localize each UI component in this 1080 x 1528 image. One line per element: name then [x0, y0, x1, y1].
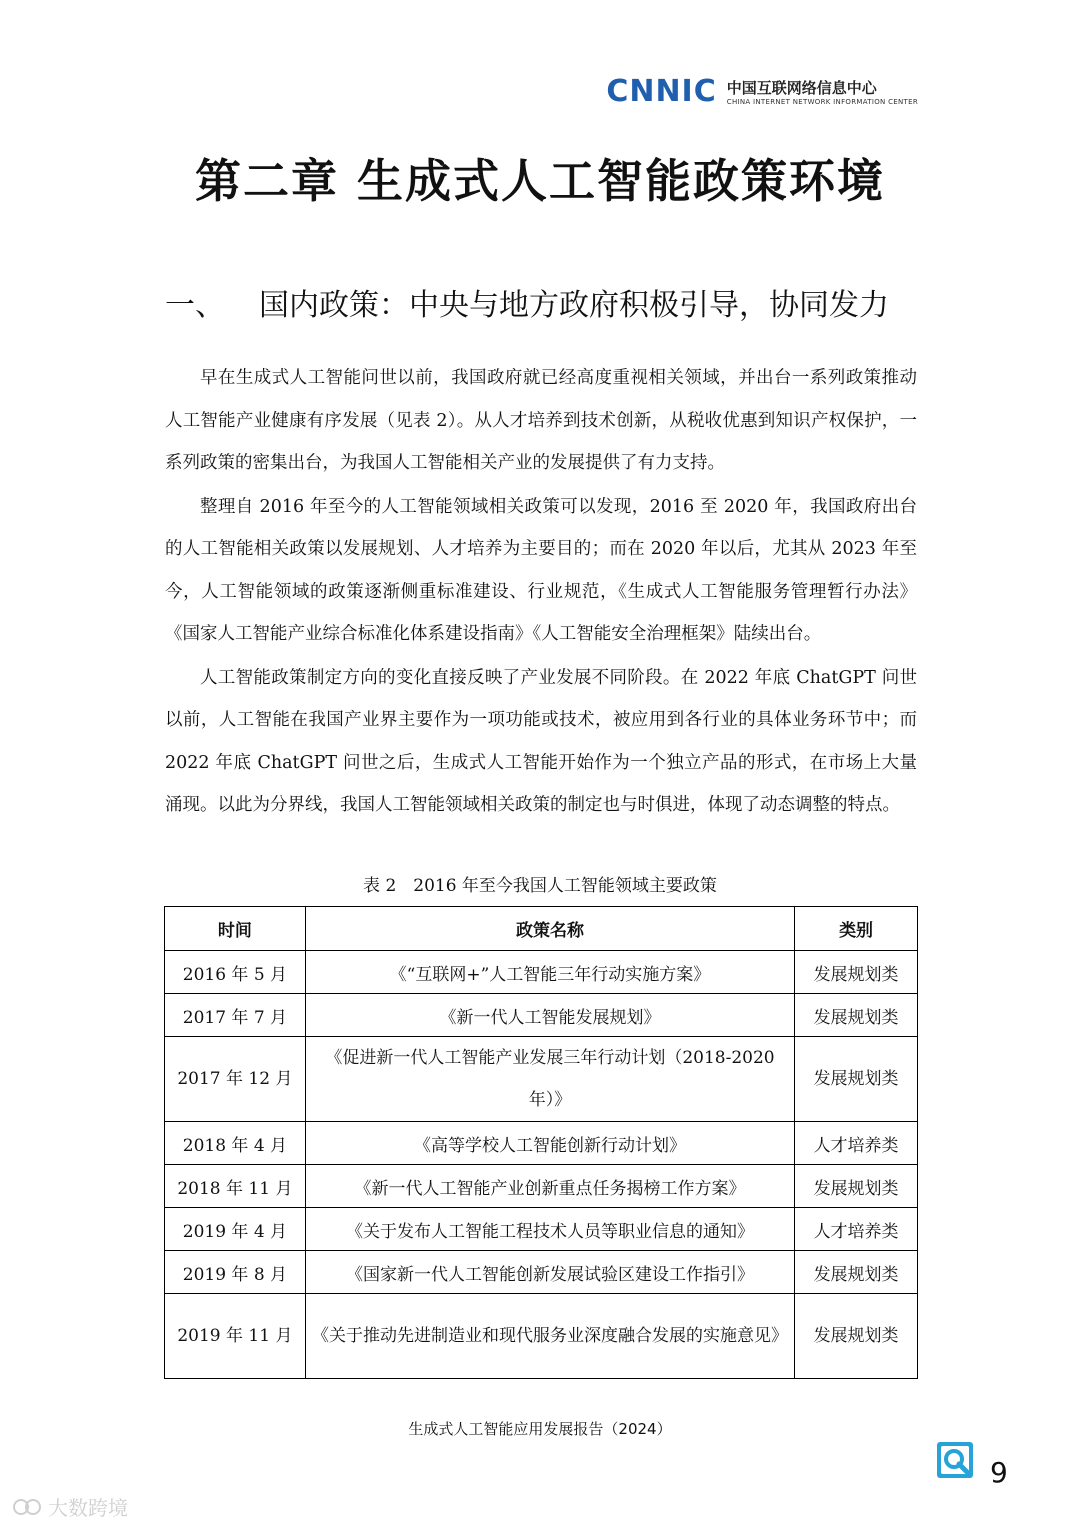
- cnnic-logo: [606, 74, 918, 109]
- section-heading: [165, 280, 889, 324]
- watermark-text: 大数跨境: [48, 1496, 128, 1520]
- table-header-row: [165, 907, 918, 951]
- cell-category: 发展规划类: [795, 1165, 918, 1208]
- cell-time: 2016 年 5 月: [165, 951, 306, 994]
- table-row: [165, 951, 918, 994]
- cell-category: 发展规划类: [795, 1037, 918, 1122]
- cell-time: 2017 年 7 月: [165, 994, 306, 1037]
- cell-policy-name: 《关于发布人工智能工程技术人员等职业信息的通知》: [305, 1208, 794, 1251]
- policy-table: [164, 906, 918, 1379]
- logo-english-name: CHINA INTERNET NETWORK INFORMATION CENTER: [726, 98, 918, 106]
- cell-policy-name: 《高等学校人工智能创新行动计划》: [305, 1122, 794, 1165]
- cell-policy-name: 《促进新一代人工智能产业发展三年行动计划（2018-2020 年）》: [305, 1037, 794, 1122]
- table-row: [165, 1037, 918, 1122]
- logo-chinese-name: 中国互联网络信息中心: [726, 79, 877, 97]
- footer-report-title: 生成式人工智能应用发展报告（2024）: [408, 1420, 672, 1438]
- body-text: [165, 357, 917, 828]
- table-row: [165, 994, 918, 1037]
- logo-mark: CNNIC: [606, 74, 717, 109]
- cell-policy-name: 《关于推动先进制造业和现代服务业深度融合发展的实施意见》: [305, 1294, 794, 1379]
- cell-policy-name: 《新一代人工智能产业创新重点任务揭榜工作方案》: [305, 1165, 794, 1208]
- cell-policy-name: 《国家新一代人工智能创新发展试验区建设工作指引》: [305, 1251, 794, 1294]
- section-number: 一、: [165, 288, 225, 323]
- table-row: [165, 1208, 918, 1251]
- page-number: 9: [990, 1456, 1008, 1489]
- cell-time: 2019 年 11 月: [165, 1294, 306, 1379]
- column-header-policy-name: 政策名称: [305, 907, 794, 951]
- column-header-time: 时间: [165, 907, 306, 951]
- cell-category: 发展规划类: [795, 994, 918, 1037]
- watermark: [12, 1492, 128, 1521]
- cell-time: 2019 年 4 月: [165, 1208, 306, 1251]
- table-row: [165, 1251, 918, 1294]
- paragraph: 人工智能政策制定方向的变化直接反映了产业发展不同阶段。在 2022 年底 ChatGPT 问世以前，人工智能在我国产业界主要作为一项功能或技术，被应用到各行业的具体业务环节中；而 2022 年底 ChatGPT 问世之后，生成式人工智能开始作为一个独立产品的形式，在市场上大量涌现。以此为分界线，我国人工智能领域相关政策的制定也与时俱进，体现了动态调整的特点。: [165, 667, 917, 815]
- paragraph: 整理自 2016 年至今的人工智能领域相关政策可以发现，2016 至 2020 年，我国政府出台的人工智能相关政策以发展规划、人才培养为主要目的；而在 2020 年以后，尤其从 2023 年至今，人工智能领域的政策逐渐侧重标准建设、行业规范，《生成式人工智能服务管理暂行办法》《国家人工智能产业综合标准化体系建设指南》《人工智能安全治理框架》陆续出台。: [165, 496, 917, 644]
- report-magnifier-icon: [935, 1440, 975, 1480]
- table-row: [165, 1165, 918, 1208]
- cell-category: 发展规划类: [795, 1294, 918, 1379]
- cell-time: 2019 年 8 月: [165, 1251, 306, 1294]
- table-row: [165, 1122, 918, 1165]
- section-title: 国内政策：中央与地方政府积极引导，协同发力: [259, 288, 889, 323]
- cell-time: 2017 年 12 月: [165, 1037, 306, 1122]
- cell-category: 发展规划类: [795, 951, 918, 994]
- cell-category: 人才培养类: [795, 1208, 918, 1251]
- chapter-title: 第二章 生成式人工智能政策环境: [194, 154, 885, 208]
- table-caption: 表 2 2016 年至今我国人工智能领域主要政策: [363, 876, 717, 896]
- cell-time: 2018 年 4 月: [165, 1122, 306, 1165]
- paragraph: 早在生成式人工智能问世以前，我国政府就已经高度重视相关领域，并出台一系列政策推动人工智能产业健康有序发展（见表 2）。从人才培养到技术创新，从税收优惠到知识产权保护，一系列政策的密集出台，为我国人工智能相关产业的发展提供了有力支持。: [165, 368, 917, 473]
- cell-time: 2018 年 11 月: [165, 1165, 306, 1208]
- table-row: [165, 1294, 918, 1379]
- cell-policy-name: 《“互联网+”人工智能三年行动实施方案》: [305, 951, 794, 994]
- column-header-category: 类别: [795, 907, 918, 951]
- cell-category: 人才培养类: [795, 1122, 918, 1165]
- cell-policy-name: 《新一代人工智能发展规划》: [305, 994, 794, 1037]
- watermark-logo-icon: [12, 1496, 42, 1518]
- cell-category: 发展规划类: [795, 1251, 918, 1294]
